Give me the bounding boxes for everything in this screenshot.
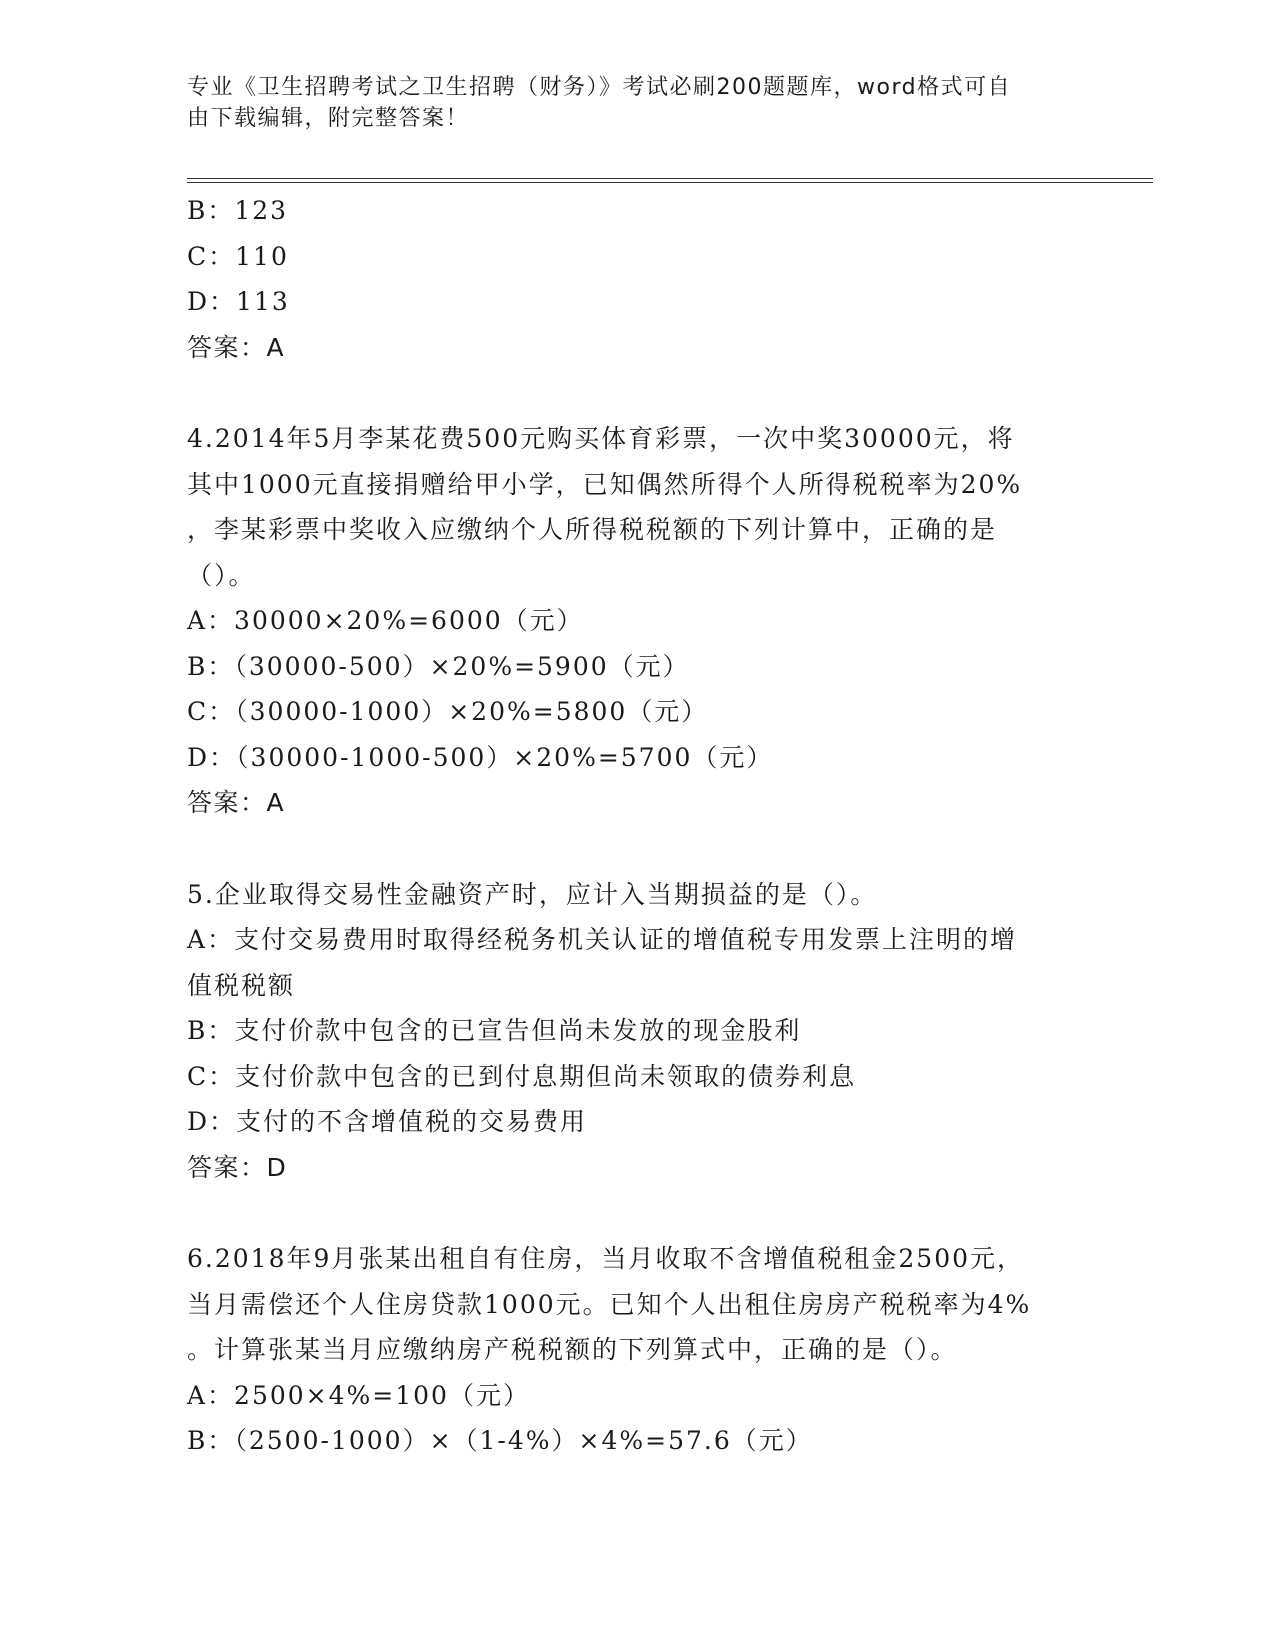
option-b: B：123 <box>187 196 289 225</box>
option-d: D：（30000-1000-500）×20%=5700（元） <box>187 742 774 772</box>
question-stem-line: 6.2018年9月张某出租自有住房，当月收取不含增值税租金2500元， <box>187 1244 1025 1273</box>
option-c: C：（30000-1000）×20%=5800（元） <box>187 697 709 726</box>
question-stem-line: ，李某彩票中奖收入应缴纳个人所得税税额的下列计算中，正确的是 <box>187 515 998 544</box>
question-4 <box>187 416 1087 826</box>
answer: 答案：D <box>187 1152 288 1182</box>
answer: 答案：A <box>187 788 286 817</box>
option-c: C：支付价款中包含的已到付息期但尚未领取的债券利息 <box>187 1061 857 1091</box>
option-b: B：支付价款中包含的已宣告但尚未发放的现金股利 <box>187 1016 802 1045</box>
header-rule-top <box>187 178 1153 179</box>
spacer <box>187 1190 1087 1236</box>
spacer <box>187 826 1087 872</box>
option-a-continued: 值税税额 <box>187 970 296 1000</box>
question-6 <box>187 1236 1087 1464</box>
question-3-tail <box>187 188 1087 370</box>
option-d: D：支付的不含增值税的交易费用 <box>187 1107 588 1136</box>
option-a: A：支付交易费用时取得经税务机关认证的增值税专用发票上注明的增 <box>187 925 1018 954</box>
spacer <box>187 370 1087 416</box>
question-stem-line: 。计算张某当月应缴纳房产税税额的下列算式中，正确的是（）。 <box>187 1335 958 1364</box>
option-a: A：2500×4%=100（元） <box>187 1380 530 1410</box>
option-b: B：（30000-500）×20%=5900（元） <box>187 651 690 681</box>
document-body <box>187 188 1087 1464</box>
option-c: C：110 <box>187 241 289 271</box>
option-b: B：（2500-1000）×（1-4%）×4%=57.6（元） <box>187 1426 813 1455</box>
answer: 答案：A <box>187 332 286 362</box>
header-line-1: 专业《卫生招聘考试之卫生招聘（财务）》考试必刷200题题库，word格式可自 <box>187 75 1012 100</box>
option-d: D：113 <box>187 287 290 316</box>
question-stem-line: 4.2014年5月李某花费500元购买体育彩票，一次中奖30000元，将 <box>187 424 1015 453</box>
question-stem-line: 其中1000元直接捐赠给甲小学，已知偶然所得个人所得税税率为20% <box>187 469 1023 499</box>
document-header <box>187 72 1067 134</box>
question-stem-line: （）。 <box>187 560 256 590</box>
question-5 <box>187 872 1087 1191</box>
option-a: A：30000×20%=6000（元） <box>187 606 584 635</box>
question-stem-line: 当月需偿还个人住房贷款1000元。已知个人出租住房房产税税率为4% <box>187 1289 1032 1319</box>
question-stem-line: 5.企业取得交易性金融资产时，应计入当期损益的是（）。 <box>187 879 878 909</box>
header-line-2: 由下载编辑，附完整答案！ <box>187 106 470 131</box>
header-rule-bottom <box>187 182 1153 183</box>
